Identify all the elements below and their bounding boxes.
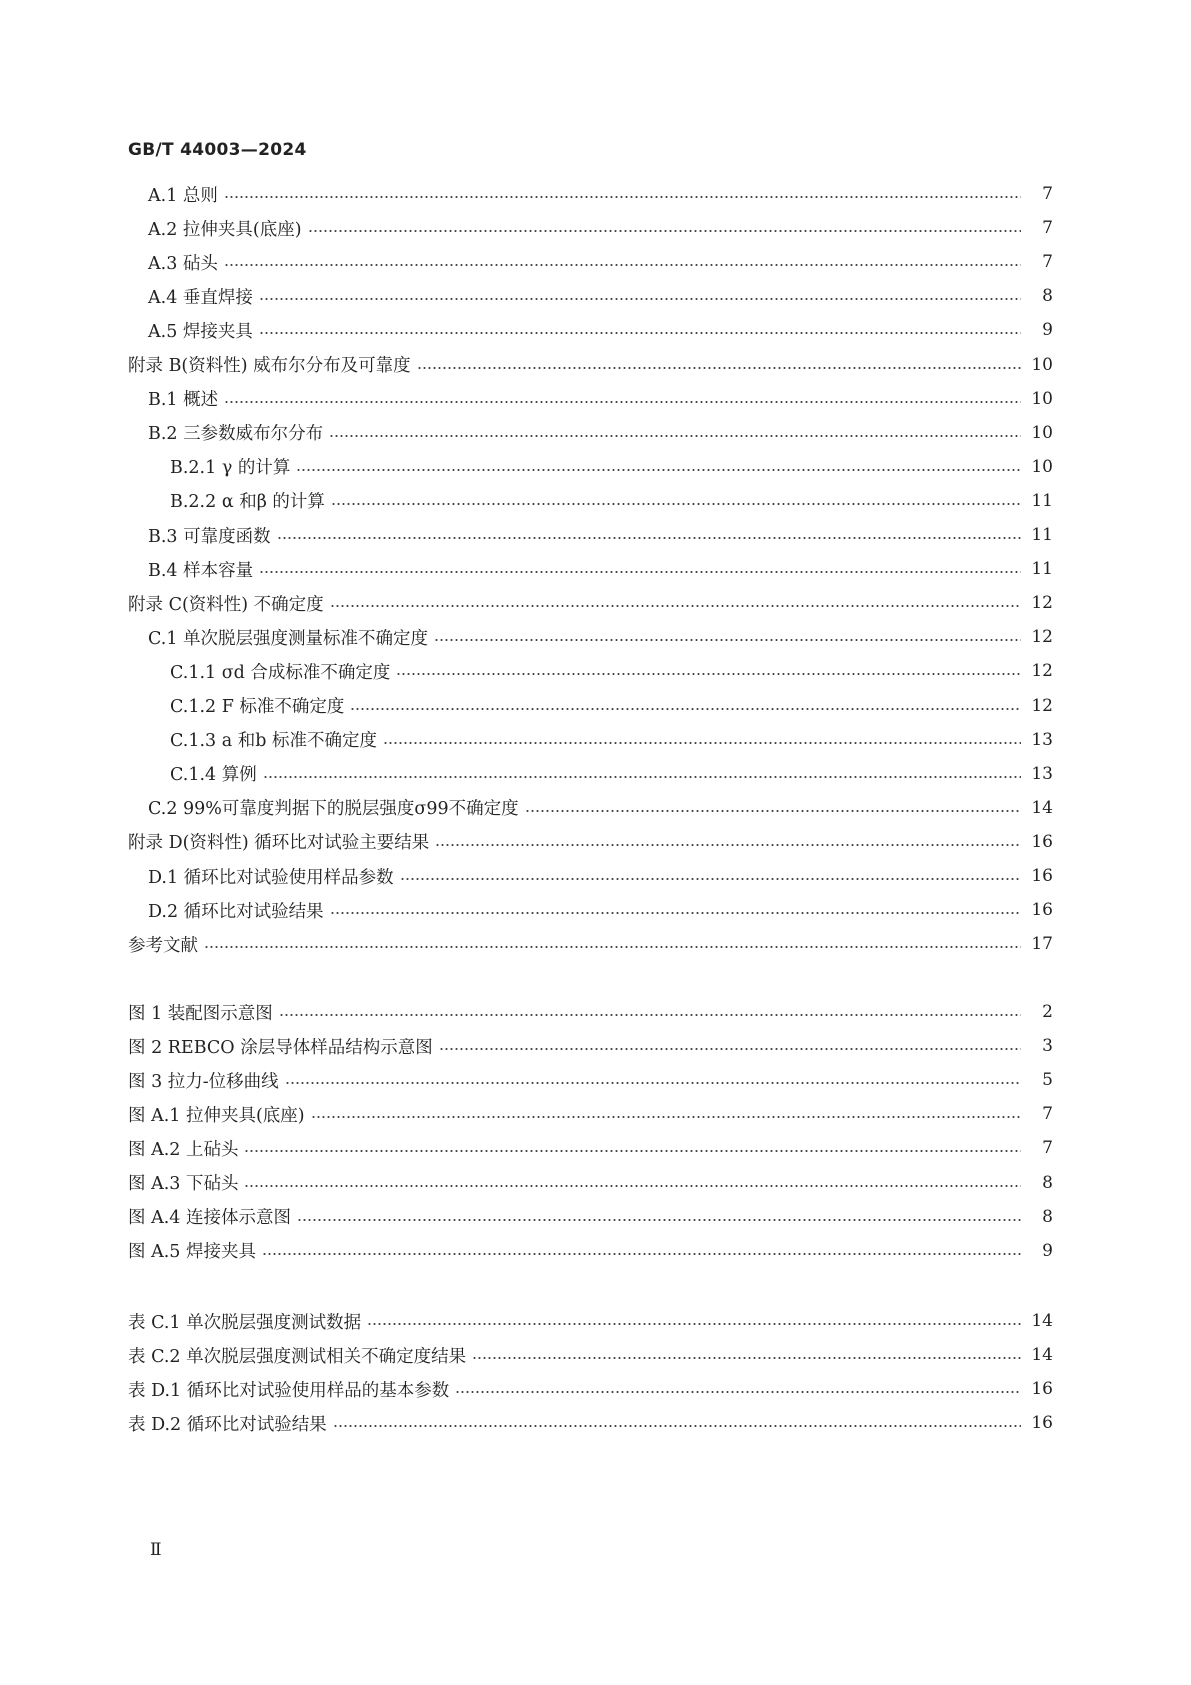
dot-leader [204,944,1021,950]
dot-leader [297,1217,1021,1223]
figure-entry-title: 图 A.5 焊接夹具 [128,1242,256,1263]
toc-entry-page-number: 7 [1042,252,1053,273]
dot-leader [244,1148,1021,1154]
dot-leader [383,740,1021,746]
toc-entry-title: B.2.1 γ 的计算 [170,458,291,479]
toc-entry-row[interactable] [128,692,1053,720]
standard-code: GB/T 44003—2024 [128,140,307,160]
figure-entry-page-number: 5 [1042,1070,1053,1091]
figure-entry-row[interactable] [128,1203,1053,1231]
table-entry-title: 表 C.2 单次脱层强度测试相关不确定度结果 [128,1346,467,1367]
dot-leader [330,910,1021,916]
toc-entry-row[interactable] [128,828,1053,856]
toc-entry-row[interactable] [128,555,1053,583]
toc-entry-row[interactable] [128,760,1053,788]
toc-entry-row[interactable] [128,419,1053,447]
toc-entry-row[interactable] [128,862,1053,890]
toc-entry-row[interactable] [128,657,1053,685]
figure-entry-title: 图 A.1 拉伸夹具(底座) [128,1105,305,1126]
toc-entry-title: A.3 砧头 [148,253,218,274]
dot-leader [279,1012,1021,1018]
toc-entry-row[interactable] [128,794,1053,822]
toc-entry-row[interactable] [128,896,1053,924]
toc-entry-title: D.2 循环比对试验结果 [148,901,324,922]
toc-entry-title: B.1 概述 [148,390,219,411]
dot-leader [367,1321,1021,1327]
toc-entry-row[interactable] [128,180,1053,208]
toc-entry-page-number: 10 [1031,456,1053,477]
toc-entry-title: 附录 B(资料性) 威布尔分布及可靠度 [128,356,411,376]
dot-leader [331,501,1021,507]
figure-entry-row[interactable] [128,1169,1053,1197]
toc-entry-page-number: 13 [1031,729,1053,750]
dot-leader [329,433,1021,439]
toc-entry-title: C.1.4 算例 [170,765,257,786]
dot-leader [311,1114,1021,1120]
dot-leader [330,603,1021,609]
dot-leader [224,399,1021,405]
table-entry-page-number: 16 [1031,1379,1053,1400]
page-number: Ⅱ [150,1540,162,1560]
toc-entry-row[interactable] [128,521,1053,549]
figure-entry-row[interactable] [128,1066,1053,1094]
dot-leader [224,262,1021,268]
table-entry-row[interactable] [128,1375,1053,1403]
dot-leader [434,637,1021,643]
figure-entry-title: 图 3 拉力-位移曲线 [128,1071,279,1092]
toc-entry-title: 参考文献 [128,935,198,956]
toc-entry-title: B.2 三参数威布尔分布 [148,424,324,445]
toc-entry-page-number: 14 [1031,797,1053,818]
figure-entry-row[interactable] [128,998,1053,1026]
dot-leader [296,467,1021,473]
toc-entry-page-number: 12 [1031,661,1053,682]
toc-entry-title: 附录 D(资料性) 循环比对试验主要结果 [128,833,430,854]
figure-entry-page-number: 2 [1042,1002,1053,1022]
dot-leader [285,1080,1021,1086]
toc-entry-page-number: 17 [1031,934,1053,955]
toc-entry-row[interactable] [128,726,1053,754]
toc-entry-row[interactable] [128,248,1053,276]
figure-entry-title: 图 2 REBCO 涂层导体样品结构示意图 [128,1037,433,1058]
figure-entry-row[interactable] [128,1134,1053,1162]
dot-leader [435,842,1021,848]
figure-entry-page-number: 8 [1042,1206,1053,1227]
toc-entry-title: C.1.3 a 和b 标准不确定度 [170,731,377,752]
toc-entry-row[interactable] [128,351,1053,379]
toc-entry-row[interactable] [128,453,1053,481]
dot-leader [263,774,1021,780]
figure-entry-page-number: 7 [1042,1104,1053,1125]
toc-entry-title: B.2.2 α 和β 的计算 [170,492,325,513]
table-entry-title: 表 C.1 单次脱层强度测试数据 [128,1312,362,1333]
table-entry-row[interactable] [128,1307,1053,1335]
figure-entry-title: 图 A.3 下砧头 [128,1174,239,1194]
dot-leader [262,1251,1021,1257]
dot-leader [350,706,1021,712]
toc-entry-title: A.1 总则 [148,185,218,206]
toc-entry-title: C.2 99%可靠度判据下的脱层强度σ99不确定度 [148,799,519,820]
dot-leader [396,671,1021,677]
toc-entry-page-number: 12 [1031,627,1053,648]
table-entry-page-number: 14 [1031,1311,1053,1331]
toc-entry-title: B.4 样本容量 [148,560,254,581]
figure-entry-page-number: 7 [1042,1138,1053,1159]
dot-leader [525,808,1021,814]
figure-entry-page-number: 9 [1042,1240,1053,1261]
toc-entry-row[interactable] [128,930,1053,958]
toc-entry-page-number: 12 [1031,695,1053,716]
toc-entry-page-number: 10 [1031,354,1053,375]
dot-leader [472,1355,1021,1361]
figure-entry-title: 图 A.4 连接体示意图 [128,1208,291,1229]
dot-leader [277,535,1021,541]
dot-leader [333,1423,1021,1429]
toc-entry-page-number: 13 [1031,763,1053,784]
figure-entry-row[interactable] [128,1237,1053,1265]
toc-entry-title: A.2 拉伸夹具(底座) [148,219,302,240]
toc-entry-page-number: 10 [1031,388,1053,409]
toc-entry-row[interactable] [128,589,1053,617]
toc-entry-page-number: 11 [1031,525,1053,545]
toc-entry-row[interactable] [128,487,1053,515]
table-entry-title: 表 D.1 循环比对试验使用样品的基本参数 [128,1380,450,1401]
figure-entry-title: 图 A.2 上砧头 [128,1139,239,1160]
toc-entry-row[interactable] [128,316,1053,344]
toc-entry-title: 附录 C(资料性) 不确定度 [128,594,324,615]
dot-leader [224,194,1021,200]
toc-entry-page-number: 9 [1042,320,1053,341]
dot-leader [400,876,1021,882]
table-entry-row[interactable] [128,1409,1053,1437]
dot-leader [244,1183,1021,1189]
toc-entry-page-number: 11 [1031,559,1053,580]
toc-entry-title: D.1 循环比对试验使用样品参数 [148,867,394,888]
toc-entry-title: A.5 焊接夹具 [148,321,253,342]
toc-entry-row[interactable] [128,282,1053,310]
dot-leader [308,228,1021,234]
figure-entry-page-number: 8 [1042,1172,1053,1193]
toc-entry-page-number: 8 [1042,286,1053,307]
toc-entry-page-number: 7 [1042,184,1053,204]
figure-entry-row[interactable] [128,1032,1053,1060]
toc-entry-page-number: 16 [1031,831,1053,852]
table-entry-page-number: 14 [1031,1345,1053,1366]
dot-leader [259,569,1021,575]
figure-entry-row[interactable] [128,1100,1053,1128]
table-entry-row[interactable] [128,1341,1053,1369]
toc-entry-page-number: 7 [1042,218,1053,239]
toc-entry-page-number: 16 [1031,866,1053,886]
dot-leader [417,365,1021,371]
toc-entry-title: B.3 可靠度函数 [148,526,271,547]
dot-leader [259,330,1021,336]
toc-entry-row[interactable] [128,623,1053,651]
toc-entry-page-number: 12 [1031,593,1053,614]
table-entry-page-number: 16 [1031,1413,1053,1434]
toc-entry-row[interactable] [128,385,1053,413]
figure-entry-title: 图 1 装配图示意图 [128,1003,273,1024]
toc-entry-page-number: 16 [1031,900,1053,921]
toc-entry-page-number: 10 [1031,422,1053,443]
toc-entry-title: C.1 单次脱层强度测量标准不确定度 [148,628,429,649]
toc-entry-page-number: 11 [1031,490,1053,511]
toc-entry-title: C.1.2 F 标准不确定度 [170,697,345,717]
dot-leader [455,1389,1021,1395]
table-entry-title: 表 D.2 循环比对试验结果 [128,1414,327,1435]
figure-entry-page-number: 3 [1042,1036,1053,1057]
toc-entry-title: A.4 垂直焊接 [148,287,253,308]
dot-leader [259,296,1021,302]
toc-entry-title: C.1.1 σd 合成标准不确定度 [170,662,391,683]
toc-entry-row[interactable] [128,214,1053,242]
dot-leader [439,1046,1021,1052]
